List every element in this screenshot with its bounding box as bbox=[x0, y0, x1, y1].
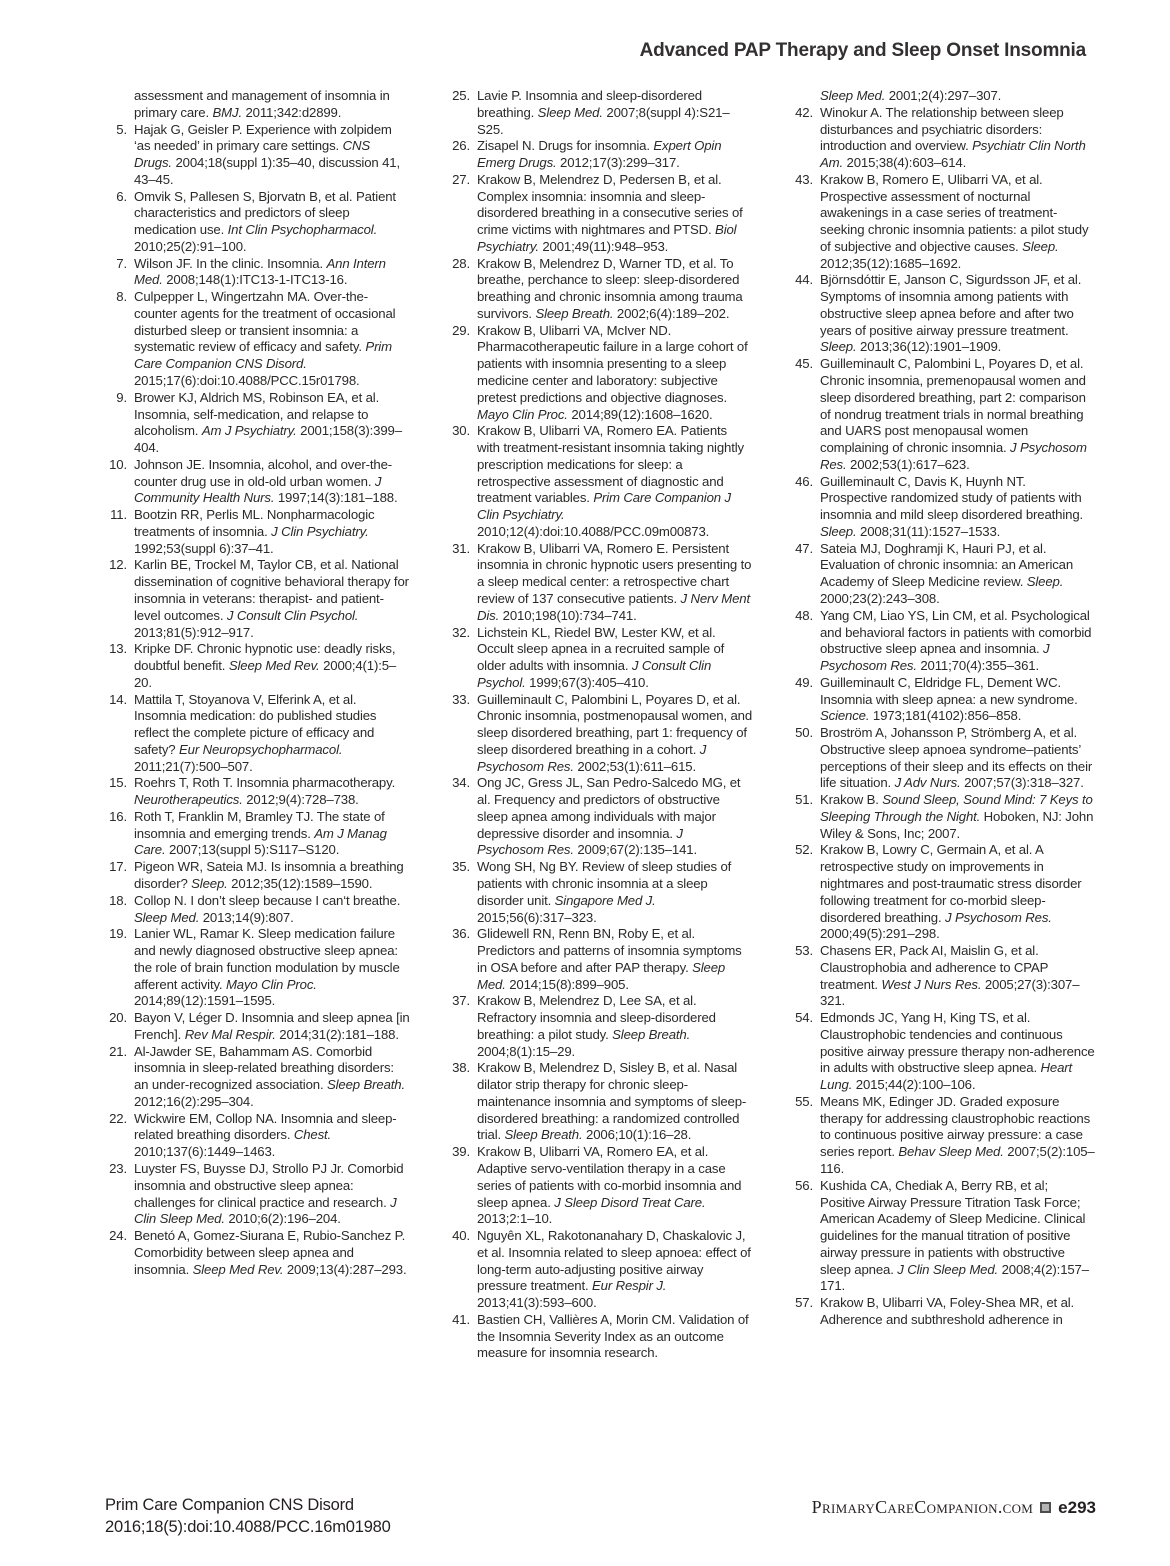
reference-text: Krakow B, Lowry C, Germain A, et al. A retrospective study on improvements in nightmares and post-traumatic stress disorder following treatment for co-morbid sleep-disordered breathing. J Psychosom Res. 2000;49(5):291–298. bbox=[820, 842, 1082, 942]
reference-text: Guilleminault C, Davis K, Huynh NT. Prospective randomized study of patients with insomnia and mild sleep disordered breathing. Sleep. 2008;31(11):1527–1533. bbox=[820, 473, 1084, 539]
reference-item bbox=[791, 356, 1096, 473]
reference-number: 8. bbox=[116, 289, 127, 305]
reference-text: Al-Jawder SE, Bahammam AS. Comorbid insomnia in sleep-related breathing disorders: an under-recognized association. Sleep Breath. 2012;16(2):295–304. bbox=[134, 1043, 405, 1109]
reference-text: Krakow B, Ulibarri VA, Foley-Shea MR, et al. Adherence and subthreshold adherence in bbox=[820, 1295, 1075, 1327]
reference-number: 17. bbox=[109, 859, 127, 875]
reference-number: 41. bbox=[452, 1311, 470, 1327]
reference-number: 52. bbox=[795, 842, 813, 858]
reference-item bbox=[105, 289, 410, 390]
reference-text: Krakow B, Ulibarri VA, McIver ND. Pharmacotherapeutic failure in a large cohort of patients with insomnia presenting to a sleep medicine center and laboratory: subjective pretest predictions and objective diagnoses. Mayo Clin Proc. 2014;89(12):1608–1620. bbox=[477, 322, 748, 422]
reference-text: Krakow B, Ulibarri VA, Romero EA, et al. Adaptive servo-ventilation therapy in a case series of patients with co-morbid insomnia and sleep apnea. J Sleep Disord Treat Care. 2013;2:1–10. bbox=[477, 1144, 742, 1227]
reference-number: 56. bbox=[795, 1177, 813, 1193]
reference-text: Winokur A. The relationship between sleep disturbances and psychiatric disorders: introduction and overview. Psychiatr Clin North Am. 2015;38(4):603–614. bbox=[820, 104, 1086, 171]
reference-number: 9. bbox=[116, 389, 127, 405]
reference-text: Krakow B, Melendrez D, Pedersen B, et al. Complex insomnia: insomnia and sleep-disordered breathing in a consecutive series of crime victims with nightmares and PTSD. Biol Psychiatry. 2001;49(11):948–953. bbox=[477, 171, 743, 254]
reference-number: 5. bbox=[116, 121, 127, 137]
reference-number: 27. bbox=[452, 171, 470, 187]
reference-number: 28. bbox=[452, 255, 470, 271]
reference-item bbox=[791, 608, 1096, 675]
reference-text: Lavie P. Insomnia and sleep-disordered breathing. Sleep Med. 2007;8(suppl 4):S21–S25. bbox=[477, 88, 730, 137]
reference-text: Nguyên XL, Rakotonanahary D, Chaskalovic J, et al. Insomnia related to sleep apnoea: effect of long-term auto-adjusting positive airway pressure treatment. Eur Respir J. 2013;41(3):593–600. bbox=[477, 1228, 751, 1311]
reference-number: 22. bbox=[109, 1110, 127, 1126]
reference-text: Ong JC, Gress JL, San Pedro-Salcedo MG, et al. Frequency and predictors of obstructive sleep apnea among individuals with major depressive disorder and insomnia. J Psychosom Res. 2009;67(2):135–141. bbox=[477, 775, 741, 858]
reference-item bbox=[791, 725, 1096, 792]
reference-text: Wickwire EM, Collop NA. Insomnia and sleep-related breathing disorders. Chest. 2010;137(6):1449–1463. bbox=[134, 1110, 397, 1160]
reference-number: 31. bbox=[452, 540, 470, 556]
reference-item bbox=[791, 272, 1096, 356]
reference-item bbox=[448, 1060, 753, 1144]
reference-number: 25. bbox=[452, 88, 470, 103]
reference-number: 6. bbox=[116, 188, 127, 204]
reference-number: 11. bbox=[110, 507, 127, 523]
reference-text: Bastien CH, Vallières A, Morin CM. Validation of the Insomnia Severity Index as an outcome measure for insomnia research. bbox=[477, 1311, 749, 1361]
reference-text: Hajak G, Geisler P. Experience with zolpidem ‘as needed’ in primary care settings. CNS Drugs. 2004;18(suppl 1):35–40, discussion 41, 43–45. bbox=[134, 121, 400, 187]
reference-text: Lanier WL, Ramar K. Sleep medication failure and newly diagnosed obstructive sleep apnea: the role of brain function modulation by muscle afferent activity. Mayo Clin Proc. 2014;89(12):1591–1595. bbox=[134, 926, 400, 1009]
reference-text: Culpepper L, Wingertzahn MA. Over-the-counter agents for the treatment of occasional disturbed sleep or transient insomnia: a systematic review of efficacy and safety. Prim Care Companion CNS Disord. 2015;17(6):doi:10.4088/PCC.15r01798. bbox=[134, 289, 396, 389]
reference-number: 47. bbox=[795, 540, 813, 556]
reference-text: assessment and management of insomnia in primary care. BMJ. 2011;342:d2899. bbox=[134, 88, 390, 120]
reference-text: Krakow B, Melendrez D, Sisley B, et al. Nasal dilator strip therapy for chronic sleep-maintenance insomnia and symptoms of sleep-disordered breathing: a randomized controlled trial. Sleep Breath. 2006;10(1):16–28. bbox=[477, 1060, 747, 1143]
reference-number: 44. bbox=[795, 272, 813, 288]
reference-column-2 bbox=[448, 88, 753, 1470]
reference-text: Krakow B, Ulibarri VA, Romero EA. Patients with treatment-resistant insomnia taking nightly prescription medications for sleep: a retrospective assessment of diagnostic and treatment variables. Prim Care Companion J Clin Psychiatry. 2010;12(4):doi:10.4088/PCC.09m00873. bbox=[477, 423, 744, 539]
reference-item bbox=[791, 943, 1096, 1010]
reference-text: Sleep Med. 2001;2(4):297–307. bbox=[820, 88, 1002, 103]
reference-text: Benetó A, Gomez-Siurana E, Rubio-Sanchez P. Comorbidity between sleep apnea and insomnia. Sleep Med Rev. 2009;13(4):287–293. bbox=[134, 1228, 407, 1277]
reference-item bbox=[791, 1178, 1096, 1295]
reference-item bbox=[448, 1228, 753, 1312]
journal-name: Prim Care Companion CNS Disord bbox=[105, 1496, 354, 1515]
reference-text: Krakow B, Ulibarri VA, Romero E. Persistent insomnia in chronic hypnotic users presenting to a sleep medical center: a retrospective chart review of 137 consecutive patients. J Nerv Ment Dis. 2010;198(10):734–741. bbox=[477, 540, 752, 623]
journal-doi: 2016;18(5):doi:10.4088/PCC.16m01980 bbox=[105, 1517, 391, 1536]
reference-item bbox=[448, 625, 753, 692]
reference-number: 39. bbox=[452, 1144, 470, 1160]
reference-number: 42. bbox=[795, 104, 813, 120]
reference-text: Bayon V, Léger D. Insomnia and sleep apnea [in French]. Rev Mal Respir. 2014;31(2):181–188. bbox=[134, 1010, 410, 1042]
reference-text: Guilleminault C, Palombini L, Poyares D, et al. Chronic insomnia, postmenopausal women, and sleep disordered breathing, part 1: frequency of sleep disordered breathing in a cohort. J Psychosom Res. 2002;53(1):611–615. bbox=[477, 691, 753, 774]
reference-number: 7. bbox=[116, 255, 127, 271]
reference-text: Mattila T, Stoyanova V, Elferink A, et al. Insomnia medication: do published studies reflect the complete picture of efficacy and safety? Eur Neuropsychopharmacol. 2011;21(7):500–507. bbox=[134, 691, 377, 774]
reference-number: 50. bbox=[795, 725, 813, 741]
reference-item bbox=[105, 1010, 410, 1044]
reference-number: 29. bbox=[452, 322, 470, 338]
reference-text: Broström A, Johansson P, Strömberg A, et al. Obstructive sleep apnoea syndrome–patients’ perceptions of their sleep and its effects on their life situation. J Adv Nurs. 2007;57(3):318–327. bbox=[820, 725, 1093, 791]
reference-item bbox=[791, 1010, 1096, 1094]
reference-item bbox=[791, 172, 1096, 273]
reference-item bbox=[105, 88, 410, 122]
reference-text: Krakow B, Melendrez D, Warner TD, et al. To breathe, perchance to sleep: sleep-disordered breathing and chronic insomnia among trauma survivors. Sleep Breath. 2002;6(4):189–202. bbox=[477, 255, 743, 321]
reference-item bbox=[105, 1161, 410, 1228]
reference-number: 43. bbox=[795, 171, 813, 187]
reference-item bbox=[105, 775, 410, 809]
reference-text: Krakow B, Melendrez D, Lee SA, et al. Refractory insomnia and sleep-disordered breathing: a pilot study. Sleep Breath. 2004;8(1):15–29. bbox=[477, 993, 716, 1059]
reference-number bbox=[791, 88, 820, 105]
reference-item bbox=[105, 390, 410, 457]
reference-list bbox=[105, 88, 1096, 1470]
reference-item bbox=[448, 993, 753, 1060]
reference-item bbox=[448, 541, 753, 625]
reference-text: Kripke DF. Chronic hypnotic use: deadly risks, doubtful benefit. Sleep Med Rev. 2000;4(1):5–20. bbox=[134, 641, 397, 690]
reference-number: 15. bbox=[109, 775, 127, 791]
reference-text: Lichstein KL, Riedel BW, Lester KW, et al. Occult sleep apnea in a recruited sample of older adults with insomnia. J Consult Clin Psychol. 1999;67(3):405–410. bbox=[477, 624, 725, 690]
reference-item bbox=[791, 105, 1096, 172]
reference-text: Johnson JE. Insomnia, alcohol, and over-the-counter drug use in old-old urban women. J Community Health Nurs. 1997;14(3):181–188. bbox=[134, 456, 398, 506]
reference-number: 13. bbox=[109, 641, 127, 657]
reference-number: 51. bbox=[795, 792, 813, 808]
reference-item bbox=[105, 926, 410, 1010]
reference-text: Collop N. I don’t sleep because I can‘t breathe. Sleep Med. 2013;14(9):807. bbox=[134, 892, 401, 925]
reference-number: 24. bbox=[109, 1228, 127, 1244]
reference-number: 36. bbox=[452, 926, 470, 942]
reference-item bbox=[105, 557, 410, 641]
page-number: e293 bbox=[1058, 1497, 1096, 1517]
reference-item bbox=[105, 122, 410, 189]
reference-number: 19. bbox=[109, 926, 127, 942]
website-url: PrimaryCareCompanion.com bbox=[811, 1497, 1034, 1517]
reference-text: Karlin BE, Trockel M, Taylor CB, et al. National dissemination of cognitive behavioral therapy for insomnia in veterans: therapist- and patient-level outcomes. J Consult Clin Psychol. 2013;81(5):912–917. bbox=[134, 557, 409, 640]
reference-text: Wilson JF. In the clinic. Insomnia. Ann Intern Med. 2008;148(1):ITC13-1-ITC13-16. bbox=[134, 255, 386, 288]
reference-number: 37. bbox=[452, 993, 470, 1009]
reference-column-3 bbox=[791, 88, 1096, 1470]
reference-text: Kushida CA, Chediak A, Berry RB, et al; Positive Airway Pressure Titration Task Force; American Academy of Sleep Medicine. Clinical guidelines for the manual titration of positive airway pressure in patients with obstructive sleep apnea. J Clin Sleep Med. 2008;4(2):157–171. bbox=[820, 1177, 1089, 1294]
reference-number: 33. bbox=[452, 691, 470, 707]
reference-number: 23. bbox=[109, 1161, 127, 1176]
reference-number: 34. bbox=[452, 775, 470, 791]
reference-number: 45. bbox=[795, 356, 813, 372]
reference-text: Guilleminault C, Palombini L, Poyares D, et al. Chronic insomnia, premenopausal women and sleep disordered breathing, part 2: comparison of nondrug treatment trials in normal breathing and UARS post menopausal women complaining of chronic insomnia. J Psychosom Res. 2002;53(1):617–623. bbox=[820, 356, 1087, 472]
reference-number: 16. bbox=[109, 808, 127, 824]
reference-number: 46. bbox=[795, 473, 813, 489]
reference-item bbox=[105, 1228, 410, 1278]
reference-column-1 bbox=[105, 88, 410, 1470]
reference-number: 35. bbox=[452, 859, 470, 875]
reference-item bbox=[791, 1295, 1096, 1329]
reference-number bbox=[105, 88, 134, 122]
square-icon bbox=[1040, 1502, 1051, 1513]
reference-item bbox=[105, 189, 410, 256]
journal-citation bbox=[105, 1495, 391, 1538]
reference-item bbox=[791, 675, 1096, 725]
reference-number: 10. bbox=[109, 456, 127, 472]
reference-text: Bootzin RR, Perlis ML. Nonpharmacologic treatments of insomnia. J Clin Psychiatry. 1992;53(suppl 6):37–41. bbox=[134, 507, 375, 556]
reference-item bbox=[105, 507, 410, 557]
reference-text: Krakow B. Sound Sleep, Sound Mind: 7 Keys to Sleeping Through the Night. Hoboken, NJ: John Wiley & Sons, Inc; 2007. bbox=[820, 792, 1094, 841]
reference-text: Brower KJ, Aldrich MS, Robinson EA, et al. Insomnia, self-medication, and relapse to alcoholism. Am J Psychiatry. 2001;158(3):399–404. bbox=[134, 389, 402, 456]
reference-number: 40. bbox=[452, 1228, 470, 1244]
reference-item bbox=[791, 541, 1096, 608]
reference-item bbox=[105, 1111, 410, 1161]
reference-item bbox=[105, 692, 410, 776]
reference-item bbox=[448, 172, 753, 256]
reference-text: Chasens ER, Pack AI, Maislin G, et al. Claustrophobia and adherence to CPAP treatment. West J Nurs Res. 2005;27(3):307–321. bbox=[820, 943, 1080, 1009]
reference-text: Means MK, Edinger JD. Graded exposure therapy for addressing claustrophobic reactions to continuous positive airway pressure: a case series report. Behav Sleep Med. 2007;5(2):105–116. bbox=[820, 1093, 1095, 1176]
reference-item bbox=[105, 1044, 410, 1111]
reference-text: Guilleminault C, Eldridge FL, Dement WC. Insomnia with sleep apnea: a new syndrome. Science. 1973;181(4102):856–858. bbox=[820, 674, 1078, 724]
reference-item bbox=[105, 256, 410, 290]
reference-item bbox=[448, 138, 753, 172]
reference-item bbox=[105, 457, 410, 507]
reference-item bbox=[448, 1144, 753, 1228]
reference-item bbox=[448, 323, 753, 424]
reference-text: Roth T, Franklin M, Bramley TJ. The state of insomnia and emerging trends. Am J Manag Care. 2007;13(suppl 5):S117–S120. bbox=[134, 808, 387, 858]
reference-item bbox=[448, 256, 753, 323]
reference-number: 55. bbox=[795, 1093, 813, 1109]
reference-item bbox=[791, 474, 1096, 541]
reference-text: Sateia MJ, Doghramji K, Hauri PJ, et al. Evaluation of chronic insomnia: an American Academy of Sleep Medicine review. Sleep. 2000;23(2):243–308. bbox=[820, 540, 1074, 606]
reference-item bbox=[448, 775, 753, 859]
page-title: Advanced PAP Therapy and Sleep Onset Insomnia bbox=[639, 40, 1086, 61]
reference-number: 49. bbox=[795, 674, 813, 690]
reference-text: Edmonds JC, Yang H, King TS, et al. Claustrophobic tendencies and continuous positive airway pressure therapy non-adherence in adults with obstructive sleep apnea. Heart Lung. 2015;44(2):100–106. bbox=[820, 1010, 1095, 1093]
reference-number: 21. bbox=[109, 1043, 127, 1059]
reference-item bbox=[448, 859, 753, 926]
reference-text: Omvik S, Pallesen S, Bjorvatn B, et al. Patient characteristics and predictors of sleep medication use. Int Clin Psychopharmacol. 2010;25(2):91–100. bbox=[134, 188, 396, 254]
reference-text: Glidewell RN, Renn BN, Roby E, et al. Predictors and patterns of insomnia symptoms in OSA before and after PAP therapy. Sleep Med. 2014;15(8):899–905. bbox=[477, 926, 742, 992]
reference-text: Wong SH, Ng BY. Review of sleep studies of patients with chronic insomnia at a sleep disorder unit. Singapore Med J. 2015;56(6):317–323. bbox=[477, 859, 732, 925]
reference-text: Roehrs T, Roth T. Insomnia pharmacotherapy. Neurotherapeutics. 2012;9(4):728–738. bbox=[134, 775, 396, 808]
reference-item bbox=[791, 1094, 1096, 1178]
reference-item bbox=[448, 926, 753, 993]
reference-number: 54. bbox=[795, 1010, 813, 1026]
reference-number: 57. bbox=[795, 1295, 813, 1311]
reference-text: Luyster FS, Buysse DJ, Strollo PJ Jr. Comorbid insomnia and obstructive sleep apnea: challenges for clinical practice and research. J Clin Sleep Med. 2010;6(2):196–204. bbox=[134, 1161, 404, 1227]
reference-text: Pigeon WR, Sateia MJ. Is insomnia a breathing disorder? Sleep. 2012;35(12):1589–1590. bbox=[134, 859, 404, 891]
reference-text: Zisapel N. Drugs for insomnia. Expert Opin Emerg Drugs. 2012;17(3):299–317. bbox=[477, 138, 722, 171]
footer-right bbox=[812, 1497, 1096, 1518]
reference-number: 48. bbox=[795, 607, 813, 623]
reference-item bbox=[105, 893, 410, 927]
reference-item bbox=[791, 88, 1096, 105]
reference-item bbox=[105, 641, 410, 691]
reference-number: 20. bbox=[109, 1010, 127, 1026]
reference-number: 32. bbox=[452, 624, 470, 640]
reference-item bbox=[448, 1312, 753, 1362]
reference-item bbox=[791, 842, 1096, 943]
reference-item bbox=[105, 809, 410, 859]
reference-number: 14. bbox=[109, 691, 127, 707]
reference-number: 53. bbox=[795, 943, 813, 959]
reference-text: Yang CM, Liao YS, Lin CM, et al. Psychological and behavioral factors in patients with comorbid obstructive sleep apnea and insomnia. J Psychosom Res. 2011;70(4):355–361. bbox=[820, 607, 1092, 674]
reference-text: Björnsdóttir E, Janson C, Sigurdsson JF, et al. Symptoms of insomnia among patients with obstructive sleep apnea before and after two years of positive airway pressure treatment. Sleep. 2013;36(12):1901–1909. bbox=[820, 272, 1082, 355]
reference-number: 18. bbox=[109, 892, 127, 908]
reference-number: 26. bbox=[452, 138, 470, 154]
reference-item bbox=[448, 88, 753, 138]
reference-item bbox=[448, 692, 753, 776]
reference-number: 30. bbox=[452, 423, 470, 439]
reference-item bbox=[791, 792, 1096, 842]
reference-text: Krakow B, Romero E, Ulibarri VA, et al. Prospective assessment of nocturnal awakenings in a case series of treatment-seeking chronic insomnia patients: a pilot study of subjective and objective causes. Sleep. 2012;35(12):1685–1692. bbox=[820, 171, 1089, 271]
reference-number: 12. bbox=[109, 557, 127, 573]
reference-number: 38. bbox=[452, 1060, 470, 1076]
reference-item bbox=[105, 859, 410, 893]
reference-item bbox=[448, 423, 753, 540]
